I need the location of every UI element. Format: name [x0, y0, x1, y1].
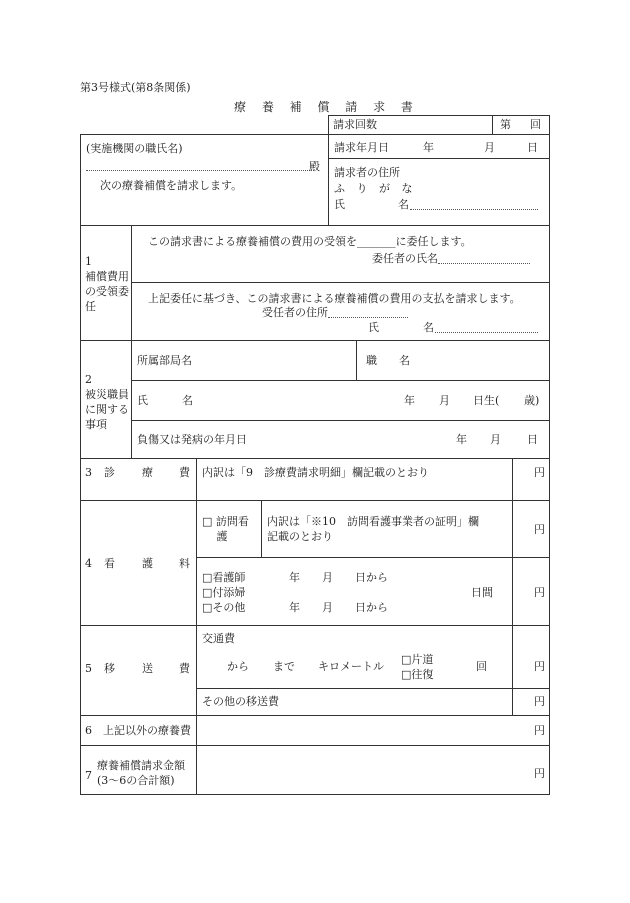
section4-num: 4 — [85, 557, 92, 570]
one-way-checkbox[interactable]: □片道 — [401, 653, 434, 666]
claimant-furigana-label: ふ り が な — [334, 182, 417, 195]
transport-times: 回 — [476, 660, 487, 673]
birth-month: 月 — [439, 394, 450, 407]
transport-to: まで — [273, 660, 295, 673]
transport-km: キロメートル — [318, 660, 384, 673]
transport-from: から — [227, 660, 249, 673]
section1-delegator-field[interactable] — [438, 263, 530, 264]
injury-day: 日 — [527, 433, 538, 446]
position-label: 職 名 — [366, 354, 410, 367]
section3-num: 3 — [85, 466, 92, 479]
section1-name-1: 氏 — [368, 321, 379, 334]
claimant-name-label-1: 氏 — [334, 198, 345, 211]
section1-label: 補償費用の受領委任 — [85, 270, 129, 313]
section4-char-c: 料 — [179, 557, 190, 570]
section3-detail: 内訳は「9 診療費請求明細」欄記載のとおり — [202, 466, 429, 479]
section7-label-2: (3～6の合計額) — [97, 774, 175, 787]
request-date-day: 日 — [527, 141, 538, 154]
nursing-from-1: 年 月 日から — [289, 571, 388, 584]
section1-name-2: 名 — [423, 321, 434, 334]
request-count-label: 請求回数 — [333, 118, 377, 131]
employee-name-2: 名 — [182, 394, 193, 407]
form-table — [80, 134, 550, 795]
injury-month: 月 — [490, 433, 501, 446]
request-count-kai: 回 — [530, 118, 541, 131]
section6-label: 6 上記以外の療養費 — [85, 724, 191, 737]
section5-yen2: 円 — [534, 695, 545, 708]
form-number: 第3号様式(第8条関係) — [80, 81, 191, 94]
request-date-label: 請求年月日 — [334, 141, 389, 154]
birth-day: 日生( — [473, 394, 500, 407]
section6-yen: 円 — [534, 724, 545, 737]
section1-payment-text: 上記委任に基づき、この請求書による療養補償の費用の支払を請求します。 — [148, 292, 521, 305]
section3-char-c: 費 — [179, 466, 190, 479]
birth-year: 年 — [404, 394, 415, 407]
request-text: 次の療養補償を請求します。 — [100, 179, 243, 192]
employee-name-1: 氏 — [137, 394, 148, 407]
section1-number: 1 — [85, 255, 92, 268]
form-title: 療 養 補 償 請 求 書 — [234, 100, 419, 114]
injury-date-label: 負傷又は発病の年月日 — [137, 433, 247, 446]
nurse-checkbox[interactable]: □看護師 — [202, 571, 246, 584]
claimant-name-field[interactable] — [410, 209, 538, 210]
section7-yen: 円 — [534, 767, 545, 780]
section5-yen1: 円 — [534, 660, 545, 673]
home-nursing-checkbox[interactable]: □ 訪問看 — [202, 515, 249, 528]
nursing-days: 日間 — [471, 586, 493, 599]
section3-yen: 円 — [534, 466, 545, 479]
section1-delegator-name: 委任者の氏名 — [372, 252, 438, 265]
section1-recipient-address: 受任者の住所 — [262, 306, 328, 319]
claimant-name-label-2: 名 — [398, 198, 409, 211]
section1-recipient-field[interactable] — [328, 317, 408, 318]
transport-label: 交通費 — [202, 632, 235, 645]
section4-char-a: 看 — [104, 557, 115, 570]
section2-number: 2 — [85, 373, 92, 386]
section3-char-a: 診 — [104, 466, 115, 479]
section1-delegate-text: この請求書による療養補償の費用の受領を_______に委任します。 — [148, 235, 472, 248]
attendant-checkbox[interactable]: □付添婦 — [202, 586, 246, 599]
section3-char-b: 療 — [142, 466, 153, 479]
agency-head-label: (実施機関の職氏名) — [86, 142, 183, 155]
home-nursing-detail-2: 記載のとおり — [267, 530, 333, 543]
section7-number: 7 — [85, 769, 92, 782]
section7-label-1: 療養補償請求金額 — [97, 759, 185, 772]
section5-char-b: 送 — [142, 662, 153, 675]
round-trip-checkbox[interactable]: □往復 — [401, 668, 434, 681]
section5-char-a: 移 — [104, 662, 115, 675]
section1-name-field[interactable] — [435, 332, 538, 333]
section4-yen1: 円 — [534, 523, 545, 536]
section4-yen2: 円 — [534, 586, 545, 599]
request-count-dai: 第 — [500, 118, 511, 131]
other-checkbox[interactable]: □その他 — [202, 601, 246, 614]
age: 歳) — [524, 394, 540, 407]
request-date-year: 年 — [423, 141, 434, 154]
section5-num: 5 — [85, 662, 92, 675]
department-label: 所属部局名 — [137, 354, 192, 367]
section5-char-c: 費 — [179, 662, 190, 675]
home-nursing-label-2: 護 — [202, 530, 228, 543]
claimant-address-label: 請求者の住所 — [334, 166, 400, 179]
other-transport-label: その他の移送費 — [202, 695, 279, 708]
home-nursing-detail-1: 内訳は「※10 訪問看護事業者の証明」欄 — [267, 515, 479, 528]
injury-year: 年 — [456, 433, 467, 446]
request-date-month: 月 — [484, 141, 495, 154]
section4-char-b: 護 — [142, 557, 153, 570]
honorific: 殿 — [309, 160, 320, 173]
nursing-from-2: 年 月 日から — [289, 601, 388, 614]
section2-label: 被災職員に関する事項 — [85, 388, 129, 431]
